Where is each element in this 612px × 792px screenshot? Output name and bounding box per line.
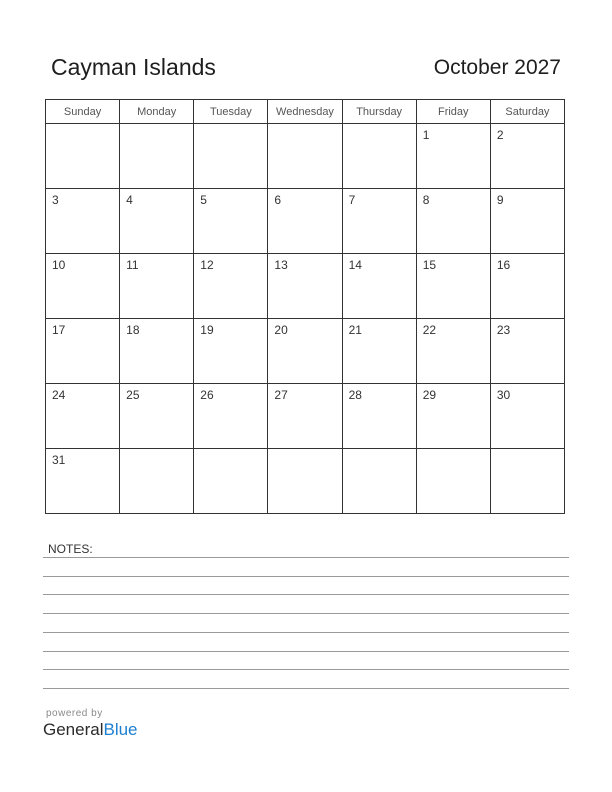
note-line xyxy=(43,576,569,577)
day-number: 10 xyxy=(52,258,66,272)
day-cell xyxy=(268,384,342,449)
day-number: 20 xyxy=(274,323,288,337)
month-title: October 2027 xyxy=(433,56,561,79)
country-title: Cayman Islands xyxy=(51,54,216,80)
day-cell xyxy=(490,319,564,384)
day-cell xyxy=(120,254,194,319)
brand-general: General xyxy=(43,720,104,739)
day-number: 22 xyxy=(422,323,437,337)
day-number: 24 xyxy=(52,388,66,402)
day-cell xyxy=(416,189,490,254)
day-number xyxy=(268,124,341,128)
day-number: 21 xyxy=(348,323,362,337)
weekday-sunday: Sunday xyxy=(46,100,120,124)
day-cell xyxy=(194,254,268,319)
day-number: 23 xyxy=(496,323,511,337)
day-cell xyxy=(194,319,268,384)
day-cell xyxy=(416,449,490,514)
generalblue-logo[interactable] xyxy=(43,720,138,740)
note-line xyxy=(43,632,569,633)
day-number: 26 xyxy=(200,388,214,402)
weekday-friday: Friday xyxy=(416,100,490,124)
day-cell xyxy=(342,189,416,254)
day-number: 15 xyxy=(422,258,437,272)
day-cell xyxy=(490,124,564,189)
day-cell xyxy=(268,124,342,189)
note-line xyxy=(43,669,569,670)
day-number xyxy=(120,124,193,128)
day-cell xyxy=(46,254,120,319)
day-cell xyxy=(342,319,416,384)
day-number: 3 xyxy=(52,193,59,207)
day-number: 5 xyxy=(200,193,207,207)
day-cell xyxy=(120,319,194,384)
day-number: 2 xyxy=(496,128,504,142)
day-number: 27 xyxy=(274,388,288,402)
day-cell xyxy=(46,189,120,254)
day-number: 17 xyxy=(52,323,66,337)
day-number: 9 xyxy=(496,193,504,207)
day-number: 7 xyxy=(348,193,356,207)
note-line xyxy=(43,651,569,652)
day-cell xyxy=(268,254,342,319)
weekday-monday: Monday xyxy=(120,100,194,124)
day-number: 29 xyxy=(422,388,437,402)
day-cell xyxy=(46,449,120,514)
weekday-wednesday: Wednesday xyxy=(268,100,342,124)
day-number: 11 xyxy=(126,258,139,272)
day-cell xyxy=(268,319,342,384)
day-number: 8 xyxy=(422,193,430,207)
footer xyxy=(43,708,138,740)
day-number xyxy=(194,124,267,128)
day-number xyxy=(120,449,193,453)
day-number: 19 xyxy=(200,323,214,337)
day-number: 6 xyxy=(274,193,282,207)
weekday-saturday: Saturday xyxy=(490,100,564,124)
day-cell xyxy=(490,189,564,254)
day-number xyxy=(491,449,564,453)
day-number xyxy=(417,449,490,453)
day-number: 14 xyxy=(348,258,362,272)
day-number: 13 xyxy=(274,258,288,272)
day-number: 4 xyxy=(126,193,133,207)
day-cell xyxy=(342,384,416,449)
day-number xyxy=(343,449,416,453)
day-number xyxy=(194,449,267,453)
day-cell xyxy=(46,124,120,189)
weekday-tuesday: Tuesday xyxy=(194,100,268,124)
day-cell xyxy=(194,189,268,254)
day-cell xyxy=(490,254,564,319)
day-number xyxy=(268,449,341,453)
brand-blue: Blue xyxy=(103,720,138,739)
day-cell xyxy=(46,384,120,449)
weekday-header-row xyxy=(46,100,565,124)
day-cell xyxy=(416,254,490,319)
day-number: 30 xyxy=(496,388,511,402)
day-cell xyxy=(120,124,194,189)
notes-label: NOTES: xyxy=(48,542,93,556)
week-row-3 xyxy=(46,254,565,319)
day-cell xyxy=(194,124,268,189)
day-cell xyxy=(194,449,268,514)
powered-by-text: powered by xyxy=(46,708,103,719)
day-number: 1 xyxy=(422,128,430,142)
day-cell xyxy=(416,124,490,189)
week-row-6 xyxy=(46,449,565,514)
day-number: 12 xyxy=(200,258,214,272)
day-cell xyxy=(490,384,564,449)
note-line xyxy=(43,594,569,595)
day-number: 25 xyxy=(126,388,140,402)
note-line xyxy=(43,557,569,558)
day-cell xyxy=(120,449,194,514)
week-row-2 xyxy=(46,189,565,254)
day-cell xyxy=(120,189,194,254)
day-cell xyxy=(268,189,342,254)
day-cell xyxy=(342,254,416,319)
day-number: 31 xyxy=(52,453,66,467)
note-line xyxy=(43,613,569,614)
day-number: 28 xyxy=(348,388,362,402)
day-cell xyxy=(194,384,268,449)
day-cell xyxy=(46,319,120,384)
day-cell xyxy=(120,384,194,449)
week-row-1 xyxy=(46,124,565,189)
day-cell xyxy=(416,319,490,384)
week-row-4 xyxy=(46,319,565,384)
day-cell xyxy=(268,449,342,514)
day-number xyxy=(46,124,119,128)
day-cell xyxy=(416,384,490,449)
header xyxy=(0,0,612,100)
day-cell xyxy=(342,449,416,514)
day-cell xyxy=(342,124,416,189)
day-cell xyxy=(490,449,564,514)
calendar-grid xyxy=(45,99,565,514)
week-row-5 xyxy=(46,384,565,449)
day-number: 18 xyxy=(126,323,140,337)
day-number: 16 xyxy=(496,258,511,272)
weekday-thursday: Thursday xyxy=(342,100,416,124)
day-number xyxy=(343,124,416,128)
note-line xyxy=(43,688,569,689)
